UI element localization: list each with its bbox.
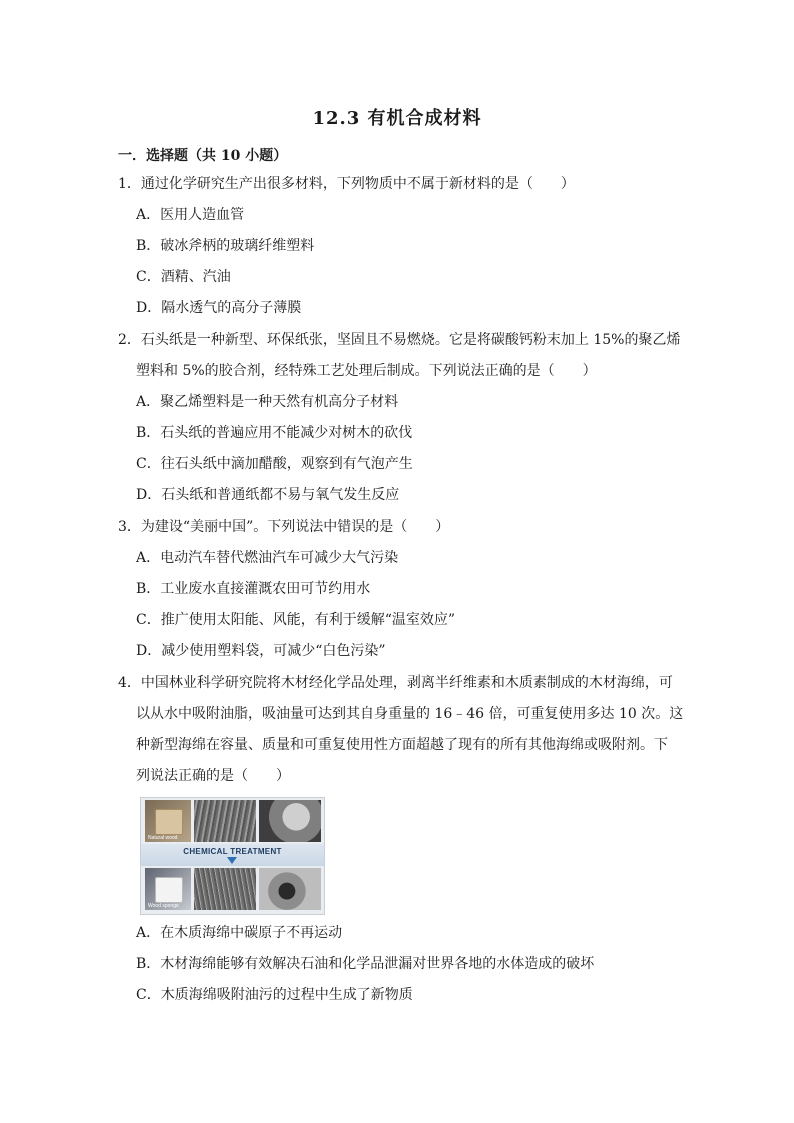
question-3-option-d: D．减少使用塑料袋，可减少“白色污染” (136, 643, 386, 659)
question-2-stem-line-1: 2．石头纸是一种新型、环保纸张，坚固且不易燃烧。它是将碳酸钙粉末加上 15%的聚乙烯 (118, 332, 681, 348)
question-2-option-b: B．石头纸的普遍应用不能减少对树木的砍伐 (136, 425, 413, 441)
wood-micrograph-1 (194, 800, 256, 842)
question-3-option-a: A．电动汽车替代燃油汽车可减少大气污染 (136, 550, 399, 566)
question-2-option-d: D．石头纸和普通纸都不易与氧气发生反应 (136, 487, 400, 503)
question-4-option-b: B．木材海绵能够有效解决石油和化学品泄漏对世界各地的水体造成的破坏 (136, 956, 595, 972)
question-4-option-a: A．在木质海绵中碳原子不再运动 (136, 925, 343, 941)
question-2-option-a: A．聚乙烯塑料是一种天然有机高分子材料 (136, 394, 399, 410)
treatment-banner-text: CHEMICAL TREATMENT (183, 847, 282, 856)
wood-micrograph-2 (259, 800, 321, 842)
question-3-stem: 3．为建设“美丽中国”。下列说法中错误的是（ ） (118, 519, 450, 535)
question-4-stem-line-1: 4．中国林业科学研究院将木材经化学品处理，剥离半纤维素和木质素制成的木材海绵，可 (118, 675, 673, 691)
page-title: 12.3 有机合成材料 (312, 108, 482, 129)
sponge-micrograph-1 (194, 868, 256, 910)
question-1-option-c: C．酒精、汽油 (136, 269, 231, 285)
question-1-stem: 1．通过化学研究生产出很多材料，下列物质中不属于新材料的是（ ） (118, 176, 575, 192)
question-1-option-b: B．破冰斧柄的玻璃纤维塑料 (136, 238, 315, 254)
section-heading: 一．选择题（共 10 小题） (118, 148, 288, 164)
wood-sponge-caption: Wood sponge (148, 903, 179, 909)
question-3-option-c: C．推广使用太阳能、风能，有利于缓解“温室效应” (136, 612, 456, 628)
question-4-stem-line-3: 种新型海绵在容量、质量和可重复使用性方面超越了现有的所有其他海绵或吸附剂。下 (136, 737, 668, 753)
sponge-micrograph-2 (259, 868, 321, 910)
figure-natural-wood-row (141, 800, 324, 842)
question-2-option-c: C．往石头纸中滴加醋酸，观察到有气泡产生 (136, 456, 413, 472)
wood-sponge-photo (145, 868, 191, 910)
treatment-banner (141, 844, 324, 866)
figure-wood-sponge-row (141, 868, 324, 910)
question-4-option-c: C．木质海绵吸附油污的过程中生成了新物质 (136, 987, 413, 1003)
wood-block-image (155, 809, 183, 835)
natural-wood-photo (145, 800, 191, 842)
natural-wood-caption: Natural wood (148, 835, 178, 841)
question-1-option-d: D．隔水透气的高分子薄膜 (136, 300, 302, 316)
question-4-stem-line-2: 以从水中吸附油脂，吸油量可达到其自身重量的 16﹣46 倍，可重复使用多达 10 次。这 (136, 706, 684, 722)
question-4-stem-line-4: 列说法正确的是（ ） (136, 768, 290, 784)
question-2-stem-line-2: 塑料和 5%的胶合剂，经特殊工艺处理后制成。下列说法正确的是（ ） (136, 363, 597, 379)
sponge-block-image (155, 877, 183, 903)
question-1-option-a: A．医用人造血管 (136, 207, 245, 223)
wood-sponge-figure (140, 797, 325, 915)
arrow-down-icon (227, 857, 237, 864)
question-3-option-b: B．工业废水直接灌溉农田可节约用水 (136, 581, 371, 597)
